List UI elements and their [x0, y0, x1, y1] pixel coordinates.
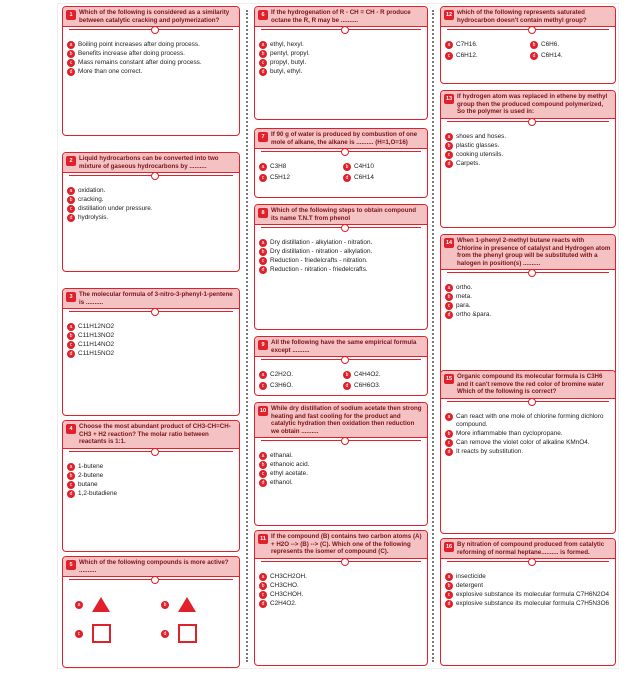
option-row[interactable] [259, 461, 423, 469]
question-label: If the hydrogenation of R - CH = CH - R produce octane the R, R may be .......... [271, 9, 411, 24]
option-bullet: c [259, 257, 267, 265]
option-text: 1-butene [78, 462, 104, 470]
option-text: Mass remains constant after doing process. [78, 59, 202, 67]
option-bullet: b [259, 248, 267, 256]
question-number: 6 [258, 10, 268, 20]
option-row[interactable] [343, 163, 423, 171]
option-bullet: c [67, 341, 75, 349]
question-card [440, 234, 616, 376]
option-text: pentyl, propyl. [270, 50, 310, 58]
question-number: 12 [445, 12, 453, 18]
option-text: Boiling point increases after doing process. [78, 41, 200, 49]
options [63, 587, 239, 647]
option-bullet: d [445, 160, 453, 168]
option-row[interactable] [445, 582, 611, 590]
question-label: If 90 g of water is produced by combustion of one mole of alkane, the alkane is .......... (H=1,O=16) [271, 131, 418, 146]
question-label: which of the following represents saturated hydrocarbon doesn't contain methyl group? [457, 9, 587, 24]
option-text: C11H15NO2 [78, 350, 115, 358]
option-text: butyl, ethyl. [270, 68, 303, 76]
option-bullet: d [67, 350, 75, 358]
options [63, 37, 239, 80]
option-row[interactable] [259, 239, 423, 247]
worksheet-page [58, 4, 618, 668]
options [63, 183, 239, 226]
option-text: C6H12. [456, 52, 478, 60]
options [255, 367, 427, 394]
question-text [255, 531, 427, 559]
option-bullet: c [445, 52, 453, 60]
question-text [255, 337, 427, 357]
question-label: When 1-phenyl 2-methyl butane reacts with Chlorine in presence of catalyst and Hydrogen atom from the phenyl group will be substituted with a halogen in position(s) .......... [457, 237, 611, 267]
option-text: More inflammable than cyclopropane. [456, 429, 563, 437]
question-label: Which of the following steps to obtain compound its name T.N.T from phenol [271, 207, 417, 222]
option-bullet: a [75, 601, 83, 609]
triangle-icon [178, 597, 196, 612]
question-card [254, 530, 428, 666]
shape-option[interactable] [153, 624, 235, 643]
option-text: Can react with one mole of chlorine forming dichloro compound. [456, 412, 604, 428]
option-row[interactable] [259, 371, 339, 379]
option-bullet: d [67, 214, 75, 222]
option-text: detergent [456, 582, 484, 590]
options [255, 235, 427, 278]
shape-option[interactable] [67, 624, 149, 643]
option-row[interactable] [67, 50, 235, 58]
question-label: Organic compound its molecular formula is C3H6 and it can't remove the red color of bromine water Which of the following is correct? [457, 373, 604, 396]
option-text: cracking. [78, 196, 104, 204]
question-number: 4 [66, 424, 76, 434]
question-label: Choose the most abundant product of CH3-CH=CH-CH3 + H2 reaction? The molar ratio between reactants is 1:1. [79, 423, 231, 446]
question-card [440, 370, 616, 534]
option-text: C3H6O. [270, 382, 294, 390]
option-bullet: a [67, 187, 75, 195]
option-row[interactable] [530, 41, 611, 49]
option-bullet: c [259, 591, 267, 599]
option-bullet: c [445, 302, 453, 310]
option-row[interactable] [259, 174, 339, 182]
options [255, 569, 427, 612]
question-text [63, 557, 239, 577]
separator-ornament [447, 272, 609, 278]
separator-ornament [447, 561, 609, 567]
option-bullet: c [445, 591, 453, 599]
option-row[interactable] [67, 196, 235, 204]
option-row[interactable] [259, 479, 423, 487]
option-bullet: d [530, 52, 538, 60]
option-bullet: a [67, 323, 75, 331]
question-number: 13 [445, 96, 453, 102]
option-bullet: d [259, 266, 267, 274]
option-row[interactable] [259, 452, 423, 460]
question-label: If the compound (B) contains two carbon atoms (A) + H2O --> (B) --> (C). Which one of the following represents the isomer of compound (C). [271, 533, 422, 556]
option-text: C6H6. [541, 41, 560, 49]
option-row[interactable] [259, 257, 423, 265]
option-text: C5H12 [270, 174, 290, 182]
option-bullet: a [445, 573, 453, 581]
question-card [62, 288, 240, 416]
options [441, 569, 615, 612]
option-row[interactable] [445, 41, 526, 49]
question-card [440, 6, 616, 84]
option-bullet: d [445, 448, 453, 456]
question-card [254, 336, 428, 396]
option-row[interactable] [67, 481, 235, 489]
option-bullet: d [259, 479, 267, 487]
option-row[interactable] [67, 341, 235, 349]
option-row[interactable] [67, 205, 235, 213]
option-text: C3H8 [270, 163, 287, 171]
option-text: butane [78, 480, 98, 488]
question-number: 7 [258, 132, 268, 142]
square-icon [92, 624, 111, 643]
triangle-icon [92, 597, 110, 612]
option-row[interactable] [445, 160, 611, 168]
question-text [441, 371, 615, 399]
option-text: Dry distillation - alkylation - nitration. [270, 239, 373, 247]
question-number: 14 [445, 240, 453, 246]
option-text: ethyl, hexyl. [270, 41, 304, 49]
option-row[interactable] [259, 50, 423, 58]
separator-ornament [261, 151, 421, 157]
option-text: explosive substance its molecular formula C7H6N2O4 [456, 591, 610, 599]
option-bullet: b [343, 163, 351, 171]
option-text: plastic glasses. [456, 141, 500, 149]
option-bullet: a [259, 163, 267, 171]
option-bullet: d [445, 311, 453, 319]
separator-ornament [447, 29, 609, 35]
option-bullet: a [445, 41, 453, 49]
option-bullet: a [259, 573, 267, 581]
question-text [441, 91, 615, 119]
option-row[interactable] [445, 311, 611, 319]
options [441, 409, 615, 460]
option-text: C7H16. [456, 41, 478, 49]
option-row[interactable] [445, 600, 611, 608]
question-text [63, 7, 239, 27]
option-row[interactable] [259, 573, 423, 581]
option-text: meta. [456, 293, 472, 301]
options [441, 129, 615, 172]
option-row[interactable] [343, 174, 423, 182]
option-bullet: b [259, 461, 267, 469]
square-icon [178, 624, 197, 643]
option-text: para. [456, 302, 471, 310]
shape-options [67, 590, 235, 644]
option-row[interactable] [445, 293, 611, 301]
option-bullet: b [530, 41, 538, 49]
question-text [255, 129, 427, 149]
question-card [440, 90, 616, 228]
question-number: 8 [258, 208, 268, 218]
question-text [441, 7, 615, 27]
question-label: While dry distillation of sodium acetate then strong heating and fast cooling for the product and catalytic hydration then oxidation then reduction we obtain .......... [271, 405, 422, 435]
option-text: 2-butene [78, 471, 104, 479]
separator-ornament [447, 401, 609, 407]
question-label: If hydrogen atom was replaced in ethene by methyl group then the produced compound polymerized, So the polymer is used in: [457, 93, 608, 116]
option-row[interactable] [259, 600, 423, 608]
option-bullet: b [445, 582, 453, 590]
option-bullet: b [445, 293, 453, 301]
separator-ornament [447, 121, 609, 127]
option-bullet: d [161, 630, 169, 638]
option-text: C11H13NO2 [78, 332, 115, 340]
option-row[interactable] [259, 163, 339, 171]
options [255, 159, 427, 186]
option-row[interactable] [445, 430, 611, 438]
option-text: CH3CHO. [270, 581, 299, 589]
options-grid [259, 162, 423, 183]
option-text: ethyl acetate. [270, 470, 309, 478]
question-card [62, 6, 240, 136]
option-row[interactable] [259, 582, 423, 590]
option-row[interactable] [343, 382, 423, 390]
question-label: Liquid hydrocarbons can be converted into two mixture of gaseous hydrocarbons by .......... [79, 155, 219, 170]
option-text: ethanoic acid. [270, 461, 310, 469]
shape-option[interactable] [67, 597, 149, 612]
options [255, 37, 427, 80]
option-bullet: d [67, 490, 75, 498]
option-row[interactable] [67, 59, 235, 67]
option-row[interactable] [343, 371, 423, 379]
option-text: It reacts by substitution. [456, 447, 524, 455]
option-row[interactable] [445, 142, 611, 150]
option-row[interactable] [445, 284, 611, 292]
separator-ornament [69, 311, 233, 317]
option-bullet: a [67, 41, 75, 49]
option-text: C6H14. [541, 52, 563, 60]
option-bullet: c [259, 382, 267, 390]
options [255, 448, 427, 491]
option-bullet: d [343, 174, 351, 182]
option-row[interactable] [67, 472, 235, 480]
question-card [440, 538, 616, 666]
question-number: 2 [66, 156, 76, 166]
option-bullet: c [445, 439, 453, 447]
option-bullet: c [259, 174, 267, 182]
question-text [63, 153, 239, 173]
option-text: Reduction - friedelcrafts - nitration. [270, 257, 368, 265]
option-bullet: b [259, 50, 267, 58]
option-bullet: b [67, 472, 75, 480]
option-row[interactable] [445, 448, 611, 456]
option-text: CH3CH2OH. [270, 572, 307, 580]
option-text: distillation under pressure. [78, 205, 153, 213]
options [63, 319, 239, 362]
option-text: C11H14NO2 [78, 341, 115, 349]
option-bullet: c [75, 630, 83, 638]
option-row[interactable] [445, 591, 611, 599]
option-text: C6H6O3. [354, 382, 381, 390]
question-label: Which of the following is considered as a similarity between catalytic cracking and polymerization? [79, 9, 230, 24]
option-row[interactable] [67, 187, 235, 195]
option-text: C2H2O. [270, 371, 294, 379]
question-number: 5 [66, 560, 76, 570]
question-number: 15 [445, 376, 453, 382]
option-text: ortho &para. [456, 311, 492, 319]
divider-right [432, 10, 434, 662]
option-row[interactable] [259, 266, 423, 274]
option-row[interactable] [445, 439, 611, 447]
separator-ornament [261, 227, 421, 233]
question-text [63, 289, 239, 309]
option-row[interactable] [67, 463, 235, 471]
option-text: Benefits increase after doing process. [78, 50, 185, 58]
option-row[interactable] [67, 214, 235, 222]
question-number: 10 [259, 408, 267, 414]
option-row[interactable] [67, 68, 235, 76]
option-row[interactable] [259, 591, 423, 599]
option-bullet: c [259, 470, 267, 478]
option-row[interactable] [259, 470, 423, 478]
option-bullet: c [67, 205, 75, 213]
option-text: shoes and hoses. [456, 132, 507, 140]
question-card [62, 152, 240, 272]
option-row[interactable] [67, 490, 235, 498]
option-text: C4H4O2. [354, 371, 381, 379]
options-grid [445, 40, 611, 61]
option-text: ethanal. [270, 452, 293, 460]
option-row[interactable] [259, 59, 423, 67]
question-number: 11 [258, 534, 268, 544]
question-number: 3 [66, 292, 76, 302]
option-row[interactable] [445, 133, 611, 141]
option-bullet: a [445, 284, 453, 292]
separator-ornament [261, 29, 421, 35]
option-bullet: c [67, 481, 75, 489]
option-text: hydrolysis. [78, 214, 109, 222]
question-number: 1 [66, 10, 76, 20]
option-text: CH3CHOH. [270, 590, 304, 598]
option-bullet: a [445, 133, 453, 141]
option-text: Can remove the violet color of alkaline KMnO4. [456, 438, 590, 446]
option-bullet: b [259, 582, 267, 590]
question-text [255, 205, 427, 225]
option-row[interactable] [445, 573, 611, 581]
option-text: More than one correct. [78, 68, 143, 76]
option-text: C11H12NO2 [78, 323, 115, 331]
option-bullet: b [445, 142, 453, 150]
option-row[interactable] [259, 68, 423, 76]
question-card [254, 6, 428, 120]
options [441, 280, 615, 323]
separator-ornament [69, 451, 233, 457]
question-label: All the following have the same empirical formula except .......... [271, 339, 417, 354]
option-bullet: c [259, 59, 267, 67]
option-text: oxidation. [78, 187, 106, 195]
options [63, 459, 239, 502]
option-bullet: a [67, 463, 75, 471]
option-bullet: a [259, 41, 267, 49]
question-text [441, 539, 615, 559]
question-card [62, 420, 240, 552]
option-row[interactable] [67, 350, 235, 358]
option-text: C6H14 [354, 174, 374, 182]
option-text: 1,2-butadiene [78, 489, 118, 497]
option-bullet: c [445, 151, 453, 159]
option-row[interactable] [259, 382, 339, 390]
option-row[interactable] [445, 52, 526, 60]
option-bullet: a [259, 452, 267, 460]
question-card [254, 128, 428, 198]
question-number: 16 [445, 544, 453, 550]
option-bullet: d [67, 68, 75, 76]
option-row[interactable] [259, 248, 423, 256]
question-label: The molecular formula of 3-nitro-3-phenyl-1-pentene is .......... [79, 291, 233, 306]
option-row[interactable] [67, 332, 235, 340]
question-label: By nitration of compound produced from catalytic reforming of normal heptane.......... is formed. [457, 541, 605, 556]
option-row[interactable] [67, 323, 235, 331]
question-card [254, 204, 428, 330]
option-text: Dry distillation - nitration - alkylation. [270, 248, 373, 256]
separator-ornament [261, 440, 421, 446]
option-row[interactable] [445, 413, 611, 429]
question-card [62, 556, 240, 668]
option-text: Reduction - nitration - friedelcrafts. [270, 266, 368, 274]
question-text [63, 421, 239, 449]
option-bullet: d [343, 382, 351, 390]
option-text: cooking utensils. [456, 150, 504, 158]
option-bullet: b [67, 196, 75, 204]
separator-ornament [69, 175, 233, 181]
question-card [254, 402, 428, 526]
option-bullet: c [67, 59, 75, 67]
option-row[interactable] [445, 151, 611, 159]
option-bullet: d [259, 68, 267, 76]
option-text: insecticide [456, 573, 486, 581]
option-text: C2H4O2. [270, 599, 297, 607]
question-text [255, 7, 427, 27]
options-grid [259, 370, 423, 391]
option-bullet: a [259, 371, 267, 379]
option-text: ortho. [456, 284, 473, 292]
option-bullet: b [343, 371, 351, 379]
option-text: propyl, butyl. [270, 59, 307, 67]
question-number: 9 [258, 340, 268, 350]
question-text [441, 235, 615, 270]
separator-ornament [261, 359, 421, 365]
separator-ornament [261, 561, 421, 567]
option-bullet: b [161, 601, 169, 609]
question-text [255, 403, 427, 438]
divider-left [246, 10, 248, 662]
option-bullet: b [67, 50, 75, 58]
option-bullet: b [445, 430, 453, 438]
shape-option[interactable] [153, 597, 235, 612]
option-row[interactable] [530, 52, 611, 60]
option-bullet: a [259, 239, 267, 247]
option-text: ethanol. [270, 479, 293, 487]
option-bullet: b [67, 332, 75, 340]
option-bullet: a [445, 413, 453, 421]
option-text: explosive substance its molecular formula C7H5N3O6 [456, 600, 610, 608]
option-row[interactable] [259, 41, 423, 49]
separator-ornament [69, 29, 233, 35]
option-bullet: d [445, 600, 453, 608]
options [441, 37, 615, 64]
option-bullet: d [259, 600, 267, 608]
option-row[interactable] [67, 41, 235, 49]
option-text: C4H10 [354, 163, 374, 171]
question-label: Which of the following compounds is more active? .......... [79, 559, 229, 574]
option-text: Carpets. [456, 159, 481, 167]
option-row[interactable] [445, 302, 611, 310]
separator-ornament [69, 579, 233, 585]
